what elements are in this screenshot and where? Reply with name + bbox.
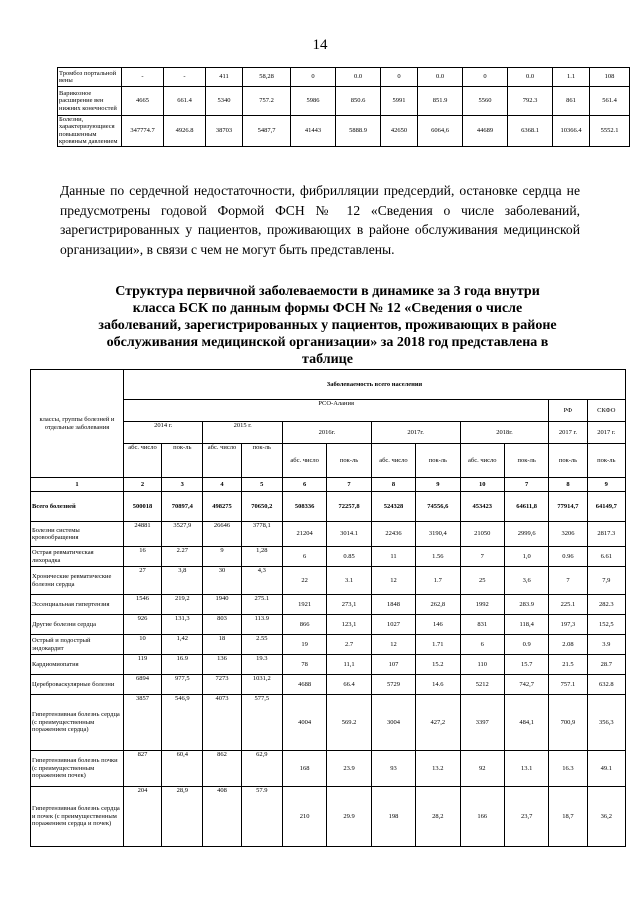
table-row: [31, 675, 626, 695]
sub-pok: пок-ль: [549, 444, 587, 478]
table-cell: 13.1: [504, 751, 548, 787]
table-cell: 5212: [460, 675, 504, 695]
table-cell: 123,1: [327, 615, 371, 635]
rf-header: РФ: [549, 400, 587, 422]
table-cell: 500018: [123, 492, 161, 522]
table-cell: 1.71: [416, 635, 460, 655]
table-cell: 1546: [123, 595, 161, 615]
table-cell: -: [122, 68, 164, 87]
table-cell: 757.2: [243, 87, 291, 116]
year-2015: 2015 г.: [203, 422, 283, 444]
table-cell: 803: [203, 615, 241, 635]
table-cell: 62,9: [241, 751, 282, 787]
region-header: РСО-Алания: [123, 400, 548, 422]
table-cell: 2.55: [241, 635, 282, 655]
table-heading: [60, 283, 595, 368]
table-cell: 3004: [371, 695, 415, 751]
table-cell: 1.56: [416, 547, 460, 567]
row-label: Гипертензивная болезнь сердца и почек (с преимущественным поражением сердца и почек): [31, 787, 124, 847]
column-number: 4: [203, 478, 241, 492]
table-cell: 2999,6: [504, 522, 548, 547]
table-cell: 4,3: [241, 567, 282, 595]
sub-pok: пок-ль: [504, 444, 548, 478]
table-cell: 453423: [460, 492, 504, 522]
table-cell: 44689: [463, 116, 508, 147]
table-cell: 2817.3: [587, 522, 625, 547]
table-row: [58, 87, 630, 116]
table-cell: 21050: [460, 522, 504, 547]
table-cell: 6894: [123, 675, 161, 695]
table-cell: 108: [590, 68, 630, 87]
table-cell: 831: [460, 615, 504, 635]
table-cell: 6: [460, 635, 504, 655]
table-cell: 866: [282, 615, 326, 635]
table-cell: 5487,7: [243, 116, 291, 147]
column-number: 6: [282, 478, 326, 492]
sub-pok: пок-ль: [162, 444, 203, 478]
table-cell: 1921: [282, 595, 326, 615]
table-row: [31, 567, 626, 595]
table-cell: 21204: [282, 522, 326, 547]
table-cell: 15.2: [416, 655, 460, 675]
table-cell: 742,7: [504, 675, 548, 695]
table-cell: 1992: [460, 595, 504, 615]
table-cell: 146: [416, 615, 460, 635]
table-cell: 4073: [203, 695, 241, 751]
table-cell: 4688: [282, 675, 326, 695]
table-cell: 6064,6: [418, 116, 463, 147]
table-cell: 1,42: [162, 635, 203, 655]
table-cell: 6368.1: [508, 116, 553, 147]
table-cell: 60,4: [162, 751, 203, 787]
column-number: 10: [460, 478, 504, 492]
skfo-year: 2017 г.: [587, 422, 625, 444]
table-cell: 12: [371, 635, 415, 655]
year-2018: 2018г.: [460, 422, 549, 444]
table-cell: 10: [123, 635, 161, 655]
table-cell: 5986: [291, 87, 336, 116]
year-2017: 2017г.: [371, 422, 460, 444]
table-cell: 700,9: [549, 695, 587, 751]
table-row: [31, 635, 626, 655]
table-cell: 4926.8: [164, 116, 206, 147]
table-cell: 3014.1: [327, 522, 371, 547]
table-cell: 16.9: [162, 655, 203, 675]
column-number: 5: [241, 478, 282, 492]
table-cell: 850.6: [336, 87, 381, 116]
table-cell: 152,5: [587, 615, 625, 635]
column-number: 9: [416, 478, 460, 492]
row-label: Варикозное расширение вен нижних конечностей: [58, 87, 122, 116]
row-label: Всего болезней: [31, 492, 124, 522]
row-label: Хронические ревматические болезни сердца: [31, 567, 124, 595]
table-cell: 4004: [282, 695, 326, 751]
heading-line-1: Структура первичной заболеваемости в динамике за 3 года внутри: [115, 284, 540, 299]
table-cell: 225.1: [549, 595, 587, 615]
table-cell: 28,2: [416, 787, 460, 847]
sub-abs: абс. число: [371, 444, 415, 478]
table-cell: 5560: [463, 87, 508, 116]
row-label: Гипертензивная болезнь почки (с преимущественным поражением почек): [31, 751, 124, 787]
table-cell: 757.1: [549, 675, 587, 695]
table-cell: 23,7: [504, 787, 548, 847]
table-cell: 66.4: [327, 675, 371, 695]
table-cell: 24881: [123, 522, 161, 547]
table-cell: 14.6: [416, 675, 460, 695]
table-cell: 282.3: [587, 595, 625, 615]
table-cell: 1.7: [416, 567, 460, 595]
table-cell: 283.9: [504, 595, 548, 615]
table-cell: 6: [282, 547, 326, 567]
year-2016: 2016г.: [282, 422, 371, 444]
table-cell: 7,9: [587, 567, 625, 595]
row-label: Кардиомиопатия: [31, 655, 124, 675]
table-cell: 0: [463, 68, 508, 87]
table-cell: 2.08: [549, 635, 587, 655]
table-cell: 118,4: [504, 615, 548, 635]
rf-year: 2017 г.: [549, 422, 587, 444]
table-cell: 508336: [282, 492, 326, 522]
table-cell: 861: [553, 87, 590, 116]
table-cell: 0.85: [327, 547, 371, 567]
table-cell: 12: [371, 567, 415, 595]
table-row: [31, 595, 626, 615]
table-cell: 64149,7: [587, 492, 625, 522]
table-cell: 0.0: [508, 68, 553, 87]
table-cell: 22436: [371, 522, 415, 547]
row-label: Другие болезни сердца: [31, 615, 124, 635]
page-number: 14: [312, 37, 328, 53]
table-cell: 3778,1: [241, 522, 282, 547]
column-number: 1: [31, 478, 124, 492]
table-cell: 4665: [122, 87, 164, 116]
table-cell: 19.3: [241, 655, 282, 675]
row-label: Болезни, характеризующиеся повышенным кровяным давлением: [58, 116, 122, 147]
table-cell: 74556,6: [416, 492, 460, 522]
sub-abs: абс. числo: [203, 444, 241, 478]
table-cell: 926: [123, 615, 161, 635]
table-cell: 0.0: [418, 68, 463, 87]
table-cell: 977,5: [162, 675, 203, 695]
table-cell: 57.9: [241, 787, 282, 847]
sub-pok: пок-ль: [327, 444, 371, 478]
sub-pok: пок-ль: [241, 444, 282, 478]
table-cell: 275.1: [241, 595, 282, 615]
column-number: 7: [504, 478, 548, 492]
table-cell: 3.9: [587, 635, 625, 655]
table-row: [31, 615, 626, 635]
table-cell: 22: [282, 567, 326, 595]
table-cell: 72257,8: [327, 492, 371, 522]
table-cell: 5340: [206, 87, 243, 116]
table-cell: 41443: [291, 116, 336, 147]
table-cell: 3397: [460, 695, 504, 751]
table-row: [58, 116, 630, 147]
table-cell: 136: [203, 655, 241, 675]
table-cell: 49.1: [587, 751, 625, 787]
corner-label: классы, группы болезней и отдельные заболевания: [31, 370, 124, 478]
table-cell: 11: [371, 547, 415, 567]
row-label: Эссенциальная гипертензия: [31, 595, 124, 615]
sub-abs: абс. число: [282, 444, 326, 478]
table-cell: 110: [460, 655, 504, 675]
table-cell: 131,3: [162, 615, 203, 635]
column-number: 2: [123, 478, 161, 492]
table-cell: 356,3: [587, 695, 625, 751]
table-cell: 7: [549, 567, 587, 595]
table-cell: 2.7: [327, 635, 371, 655]
heading-line-5: таблице: [302, 352, 353, 367]
table-cell: 411: [206, 68, 243, 87]
sub-pok: пок-ль: [416, 444, 460, 478]
table-cell: 77914,7: [549, 492, 587, 522]
top-table: [57, 67, 630, 147]
table-cell: 2.27: [162, 547, 203, 567]
table-cell: 661.4: [164, 87, 206, 116]
table-cell: 1940: [203, 595, 241, 615]
super-header: Заболеваемость всего населения: [123, 370, 625, 400]
table-row: [31, 547, 626, 567]
table-cell: 19: [282, 635, 326, 655]
table-cell: 1,28: [241, 547, 282, 567]
table-cell: 0: [381, 68, 418, 87]
skfo-header: СКФО: [587, 400, 625, 422]
table-cell: 93: [371, 751, 415, 787]
column-number: 7: [327, 478, 371, 492]
table-cell: 78: [282, 655, 326, 675]
table-cell: 484,1: [504, 695, 548, 751]
table-row: [31, 695, 626, 751]
table-cell: 5991: [381, 87, 418, 116]
table-cell: 219,2: [162, 595, 203, 615]
table-cell: 792.3: [508, 87, 553, 116]
row-label: Острая ревматическая лихорадка: [31, 547, 124, 567]
table-cell: 70897,4: [162, 492, 203, 522]
table-cell: 273,1: [327, 595, 371, 615]
table-cell: 561.4: [590, 87, 630, 116]
table-cell: 262,8: [416, 595, 460, 615]
table-cell: 577,5: [241, 695, 282, 751]
table-cell: 168: [282, 751, 326, 787]
table-cell: 3.1: [327, 567, 371, 595]
table-cell: 197,3: [549, 615, 587, 635]
table-cell: 1.1: [553, 68, 590, 87]
table-cell: 107: [371, 655, 415, 675]
table-cell: 10366.4: [553, 116, 590, 147]
table-cell: 1,0: [504, 547, 548, 567]
row-label: Острый и подострый эндокардит: [31, 635, 124, 655]
table-row: [31, 751, 626, 787]
table-cell: 5888.9: [336, 116, 381, 147]
table-cell: 5552.1: [590, 116, 630, 147]
table-cell: 36,2: [587, 787, 625, 847]
table-cell: 204: [123, 787, 161, 847]
table-cell: 92: [460, 751, 504, 787]
table-cell: 113.9: [241, 615, 282, 635]
table-cell: 498275: [203, 492, 241, 522]
table-cell: 58,28: [243, 68, 291, 87]
table-cell: 0.0: [336, 68, 381, 87]
table-row: [31, 655, 626, 675]
heading-line-3: заболеваний, зарегистрированных у пациентов, проживающих в районе: [98, 318, 557, 333]
column-number: 3: [162, 478, 203, 492]
table-cell: 28,9: [162, 787, 203, 847]
table-cell: 119: [123, 655, 161, 675]
table-cell: 3,6: [504, 567, 548, 595]
table-cell: 347774.7: [122, 116, 164, 147]
table-cell: 3,8: [162, 567, 203, 595]
table-cell: 9: [203, 547, 241, 567]
table-cell: 1027: [371, 615, 415, 635]
table-cell: 27: [123, 567, 161, 595]
table-cell: 3857: [123, 695, 161, 751]
table-cell: 546,9: [162, 695, 203, 751]
paragraph-text: Данные по сердечной недостаточности, фибрилляции предсердий, остановке сердца не предусмотрены годовой Формой ФСН № 12 «Сведения о числе заболеваний, зарегистрированных у пациентов, проживающих в районе обслуживания медицинской организации», в связи с чем не могут быть представлены.: [60, 183, 580, 257]
table-cell: 198: [371, 787, 415, 847]
table-cell: 15.7: [504, 655, 548, 675]
table-cell: 25: [460, 567, 504, 595]
column-number: 9: [587, 478, 625, 492]
table-cell: 0.9: [504, 635, 548, 655]
table-cell: 1848: [371, 595, 415, 615]
table-cell: 524328: [371, 492, 415, 522]
table-cell: -: [164, 68, 206, 87]
table-cell: 210: [282, 787, 326, 847]
table-cell: 166: [460, 787, 504, 847]
table-cell: 23.9: [327, 751, 371, 787]
table-cell: 0: [291, 68, 336, 87]
table-cell: 5729: [371, 675, 415, 695]
table-cell: 70650,2: [241, 492, 282, 522]
table-cell: 11,1: [327, 655, 371, 675]
table-cell: 7273: [203, 675, 241, 695]
heading-line-2: класса БСК по данным формы ФСН № 12 «Сведения о числе: [132, 301, 523, 316]
table-cell: 64611,8: [504, 492, 548, 522]
table-cell: 21.5: [549, 655, 587, 675]
table-cell: 13.2: [416, 751, 460, 787]
table-cell: 7: [460, 547, 504, 567]
table-cell: 632.8: [587, 675, 625, 695]
table-cell: 16: [123, 547, 161, 567]
table-cell: 3206: [549, 522, 587, 547]
table-cell: 851.9: [418, 87, 463, 116]
main-table: [30, 369, 626, 847]
table-cell: 29.9: [327, 787, 371, 847]
table-cell: 18: [203, 635, 241, 655]
sub-abs: абс. число: [460, 444, 504, 478]
table-cell: 3190,4: [416, 522, 460, 547]
column-number: 8: [371, 478, 415, 492]
body-paragraph: [60, 181, 580, 259]
table-cell: 1031,2: [241, 675, 282, 695]
column-number-row: [31, 478, 626, 492]
table-cell: 26646: [203, 522, 241, 547]
table-cell: 3527,9: [162, 522, 203, 547]
table-row: [58, 68, 630, 87]
table-cell: 408: [203, 787, 241, 847]
table-row: [31, 492, 626, 522]
table-cell: 862: [203, 751, 241, 787]
table-cell: 16.3: [549, 751, 587, 787]
sub-pok: пок-ль: [587, 444, 625, 478]
row-label: Болезни системы кровообращения: [31, 522, 124, 547]
table-cell: 38703: [206, 116, 243, 147]
table-cell: 827: [123, 751, 161, 787]
table-cell: 30: [203, 567, 241, 595]
table-cell: 18,7: [549, 787, 587, 847]
table-cell: 427,2: [416, 695, 460, 751]
table-cell: 28.7: [587, 655, 625, 675]
row-label: Гипертензивная болезнь сердца (с преимущественным поражением сердца): [31, 695, 124, 751]
table-row: [31, 522, 626, 547]
table-cell: 569.2: [327, 695, 371, 751]
heading-line-4: обслуживания медицинской организации» за 2018 год представлена в: [106, 335, 549, 350]
column-number: 8: [549, 478, 587, 492]
row-label: Цереброваскулярные болезни: [31, 675, 124, 695]
row-label: Тромбоз портальной вены: [58, 68, 122, 87]
sub-abs: абс. число: [123, 444, 161, 478]
table-cell: 42650: [381, 116, 418, 147]
table-cell: 6.61: [587, 547, 625, 567]
table-cell: 0.96: [549, 547, 587, 567]
year-2014: 2014 г.: [123, 422, 203, 444]
table-row: [31, 787, 626, 847]
